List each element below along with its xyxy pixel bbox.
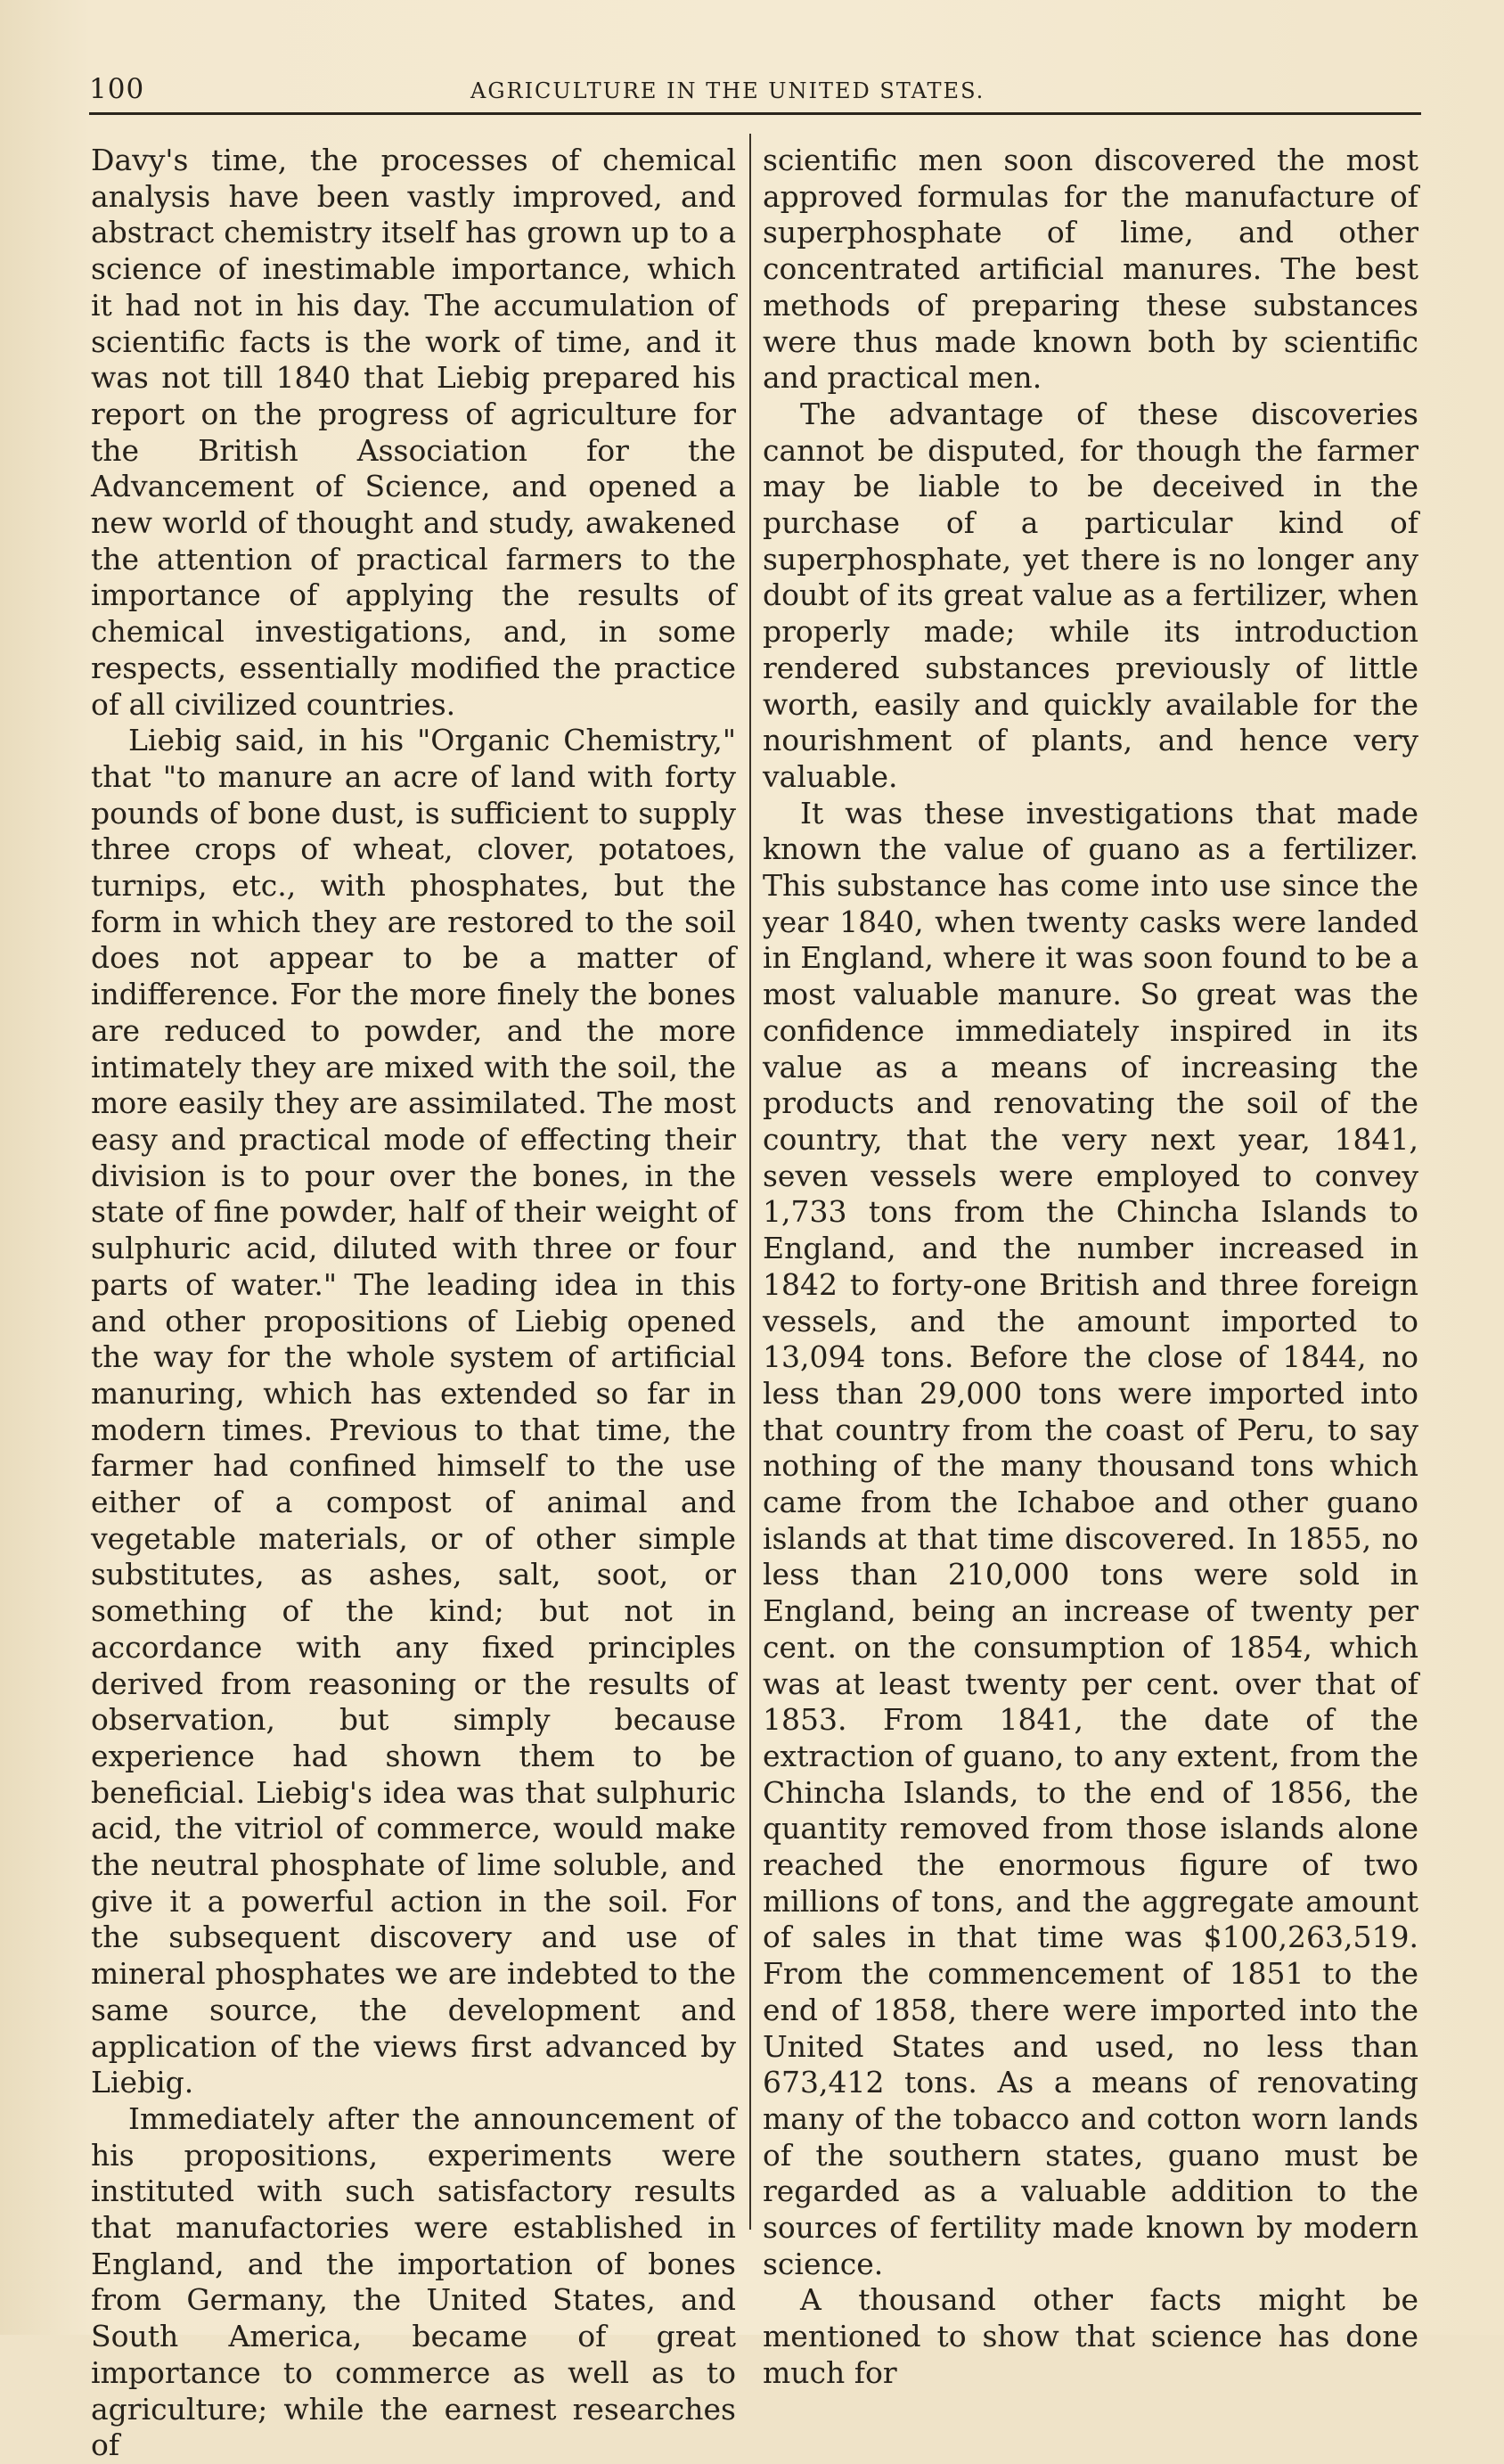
page-number: 100 xyxy=(89,73,145,105)
header-rule xyxy=(89,112,1421,115)
paragraph: Liebig said, in his "Organic Chemistry," that "to manure an acre of land with forty pounds of bone dust, is sufficient to supply three crops of wheat, clover, potatoes, turnips, etc., with phosphates, but the form in which they are restored to the soil does not appear to be a matter of indifference. For the more finely the bones are reduced to powder, and the more intimately they are mixed with the soil, the more easily they are assimilated. The most easy and practical mode of effecting their division is to pour over the bones, in the state of fine powder, half of their weight of sulphuric acid, diluted with three or four parts of water." The leading idea in this and other propositions of Liebig opened the way for the whole system of artificial manuring, which has extended so far in modern times. Previous to that time, the farmer had confined himself to the use either of a compost of animal and vegetable materials, or of other simple substitutes, as ashes, salt, soot, or something of the kind; but not in accordance with any fixed principles derived from reasoning or the results of observation, but simply because experience had shown them to be beneficial. Liebig's idea was that sulphuric acid, the vitriol of commerce, would make the neutral phosphate of lime soluble, and give it a powerful action in the soil. For the subsequent discovery and use of mineral phosphates we are indebted to the same source, the development and application of the views first advanced by Liebig. xyxy=(91,723,736,2100)
paragraph: Davy's time, the processes of chemical analysis have been vastly improved, and abstract chemistry itself has grown up to a science of inestimable importance, which it had not in his day. The accumulation of scientific facts is the work of time, and it was not till 1840 that Liebig prepared his report on the progress of agriculture for the British Association for the Advancement of Science, and opened a new world of thought and study, awakened the attention of practical farmers to the importance of applying the results of chemical investigations, and, in some respects, essentially modified the practice of all civilized countries. xyxy=(91,143,736,722)
paragraph: It was these investigations that made known the value of guano as a fertilizer. This substance has come into use since the year 1840, when twenty casks were landed in England, where it was soon found to be a most valuable manure. So great was the confidence immediately inspired in its value as a means of increasing the products and renovating the soil of the country, that the very next year, 1841, seven vessels were employed to convey 1,733 tons from the Chincha Islands to England, and the number increased in 1842 to forty-one British and three foreign vessels, and the amount imported to 13,094 tons. Before the close of 1844, no less than 29,000 tons were imported into that country from the coast of Peru, to say nothing of the many thousand tons which came from the Ichaboe and other guano islands at that time discovered. In 1855, no less than 210,000 tons were sold in England, being an increase of twenty per cent. on the consumption of 1854, which was at least twenty per cent. over that of 1853. From 1841, the date of the extraction of guano, to any extent, from the Chincha Islands, to the end of 1856, the quantity removed from those islands alone reached the enormous figure of two millions of tons, and the aggregate amount of sales in that time was $100,263,519. From the commencement of 1851 to the end of 1858, there were imported into the United States and used, no less than 673,412 tons. As a means of renovating many of the tobacco and cotton worn lands of the southern states, guano must be regarded as a valuable addition to the sources of fertility made known by modern science. xyxy=(763,795,1418,2281)
paragraph: scientific men soon discovered the most approved formulas for the manufacture of superphosphate of lime, and other concentrated artificial manures. The best methods of preparing these substances were thus made known both by scientific and practical men. xyxy=(763,143,1418,396)
paragraph: The advantage of these discoveries cannot be disputed, for though the farmer may be liable to be deceived in the purchase of a particular kind of superphosphate, yet there is no longer any doubt of its great value as a fertilizer, when properly made; while its introduction rendered substances previously of little worth, easily and quickly available for the nourishment of plants, and hence very valuable. xyxy=(763,396,1418,794)
column-divider xyxy=(749,134,751,2230)
paragraph: A thousand other facts might be mentioned to show that science has done much for xyxy=(763,2282,1418,2390)
right-column xyxy=(763,143,1418,2392)
page-header xyxy=(89,73,1426,118)
running-head: AGRICULTURE IN THE UNITED STATES. xyxy=(470,78,985,103)
paragraph: Immediately after the announcement of his propositions, experiments were instituted with such satisfactory results that manufactories were established in England, and the importation of bones from Germany, the United States, and South America, became of great importance to commerce as well as to agriculture; while the earnest researches of xyxy=(91,2100,736,2463)
left-column xyxy=(91,143,736,2464)
